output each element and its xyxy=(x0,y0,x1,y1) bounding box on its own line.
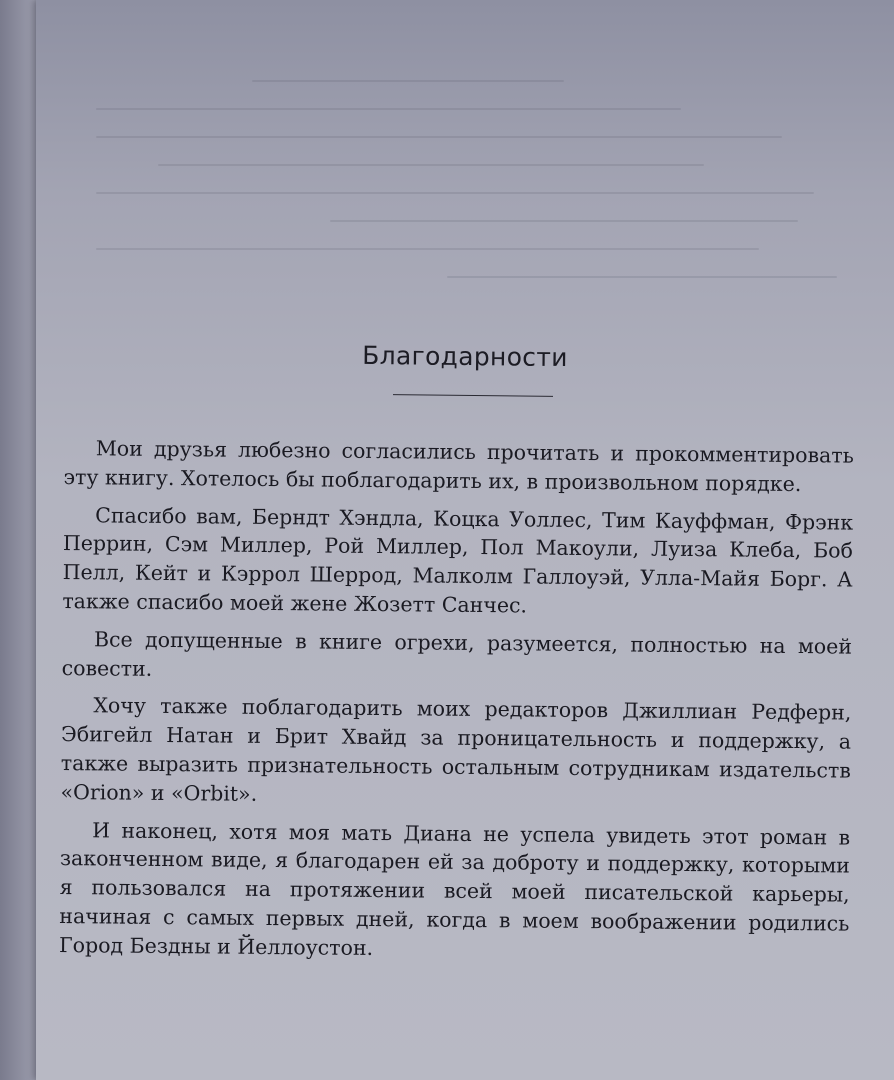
paragraph-5: И наконец, хотя моя мать Диана не успела увидеть этот роман в законченном виде, я благодарен ей за доброту и поддержку, которыми я пользовался на протяжении всей моей писательской карьеры, начиная с самых первых дней, когда в моем воображении родились Город Бездны и Йеллоустон. xyxy=(58,817,851,960)
acknowledgements-text xyxy=(59,434,854,976)
page-title: Благодарности xyxy=(362,340,568,373)
paragraph-4: Хочу также поблагодарить моих редакторов Джиллиан Редферн, Эбигейл Натан и Брит Хвайд за проницательность и поддержку, а также выразить признательность остальным сотрудникам издательств «Orion» и «Orbit». xyxy=(60,693,852,806)
paragraph-2: Спасибо вам, Берндт Хэндла, Коцка Уоллес, Тим Кауффман, Фрэнк Перрин, Сэм Миллер, Рой Миллер, Пол Макоули, Луиза Клеба, Боб Пелл, Кейт и Кэррол Шеррод, Малколм Галлоуэй, Улла-Майя Борг. А также спасибо моей жене Жозетт Санчес. xyxy=(62,502,854,618)
paragraph-1: Мои друзья любезно согласились прочитать и прокомментировать эту книгу. Хотелось бы поблагодарить их, в произвольном порядке. xyxy=(63,436,854,496)
paragraph-3: Все допущенные в книге огрехи, разумеется, полностью на моей совести. xyxy=(61,627,853,681)
